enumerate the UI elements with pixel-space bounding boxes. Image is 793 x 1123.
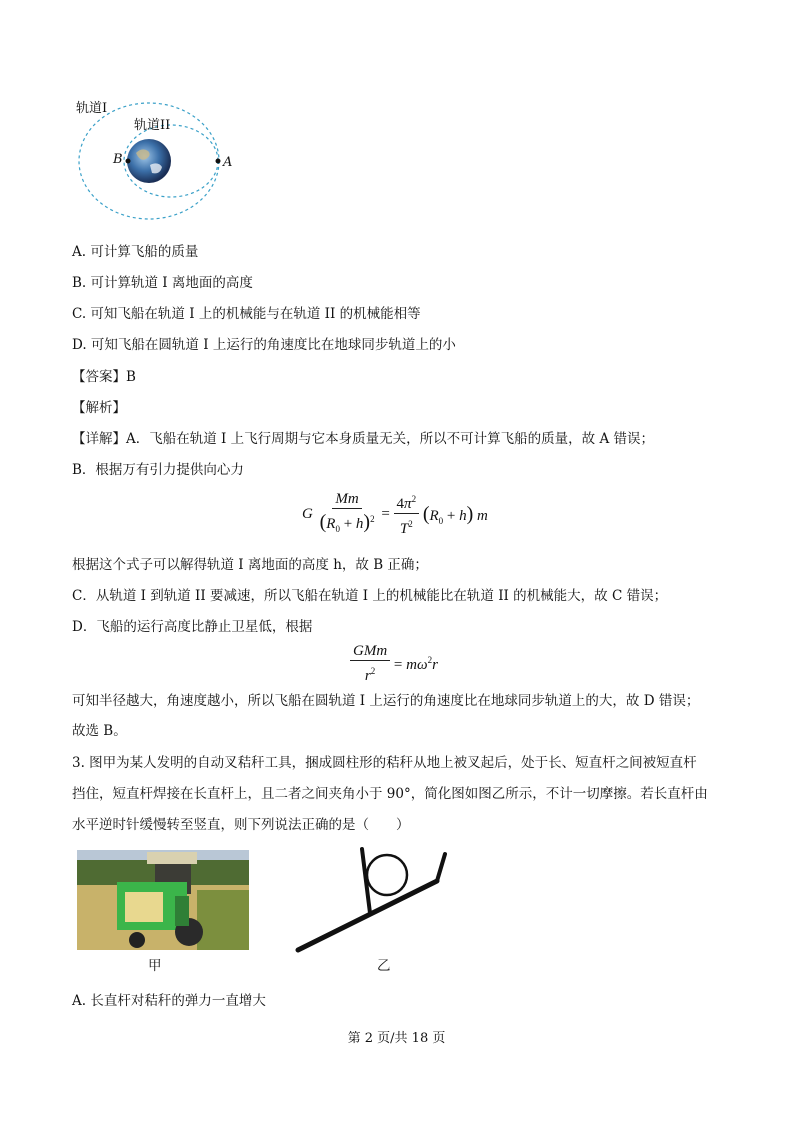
rod-diagram <box>292 845 452 955</box>
answer: 【答案】B <box>72 369 136 385</box>
option-a: A. 可计算飞船的质量 <box>72 244 199 260</box>
orbit-1-label: 轨道I <box>76 101 108 116</box>
option-b: B. 可计算轨道 I 离地面的高度 <box>72 275 253 291</box>
equation-gravity: G $\frac{Mm}{(R_0 + h)^2}$ = $\frac{4\pi^2}{T^2}$ $(R_0 + h)$ m <box>302 491 488 537</box>
equation-angular: $\frac{\text{GMm}}{r^2}$ = $m\omega^2r$ <box>350 642 438 686</box>
detail-choose: 故选 B。 <box>72 723 127 739</box>
detail-b: B．根据万有引力提供向心力 <box>72 462 244 478</box>
caption-yi: 乙 <box>377 958 391 974</box>
detail-a: 【详解】A．飞船在轨道 I 上飞行周期与它本身质量无关，所以不可计算飞船的质量，故 A 错误； <box>72 431 654 447</box>
detail-d: D．飞船的运行高度比静止卫星低，根据 <box>72 619 313 635</box>
page-footer: 第 2 页/共 18 页 <box>347 1031 446 1046</box>
detail-d2: 可知半径越大，角速度越小，所以飞船在圆轨道 I 上运行的角速度比在地球同步轨道上的大，故 D 错误； <box>72 693 700 709</box>
question3-line2: 挡住，短直杆焊接在长直杆上，且二者之间夹角小于 90°，简化图如图乙所示，不计一切摩擦。若长直杆由 <box>72 786 708 802</box>
question3-line3: 水平逆时针缓慢转至竖直，则下列说法正确的是（ ） <box>72 817 410 833</box>
label-b: B <box>113 152 123 167</box>
option-d: D. 可知飞船在圆轨道 I 上运行的角速度比在地球同步轨道上的小 <box>72 337 456 353</box>
question3-option-a: A. 长直杆对秸秆的弹力一直增大 <box>72 993 266 1009</box>
tractor-photo-illustration <box>77 850 249 950</box>
point-b <box>126 159 131 164</box>
diagram-yi <box>292 845 452 955</box>
detail-b2: 根据这个式子可以解得轨道 I 离地面的高度 h，故 B 正确； <box>72 557 428 573</box>
label-a: A <box>223 155 233 170</box>
short-rod <box>437 854 445 881</box>
straw-bale-circle <box>367 855 407 895</box>
point-a <box>216 159 221 164</box>
detail-c: C．从轨道 I 到轨道 II 要减速，所以飞船在轨道 I 上的机械能比在轨道 II 的机械能大，故 C 错误； <box>72 588 668 604</box>
caption-jia: 甲 <box>148 958 162 974</box>
question3-line1: 3. 图甲为某人发明的自动叉秸秆工具，捆成圆柱形的秸秆从地上被叉起后，处于长、短直杆之间被短直杆 <box>72 755 697 771</box>
option-c: C. 可知飞船在轨道 I 上的机械能与在轨道 II 的机械能相等 <box>72 306 421 322</box>
earth-icon <box>127 139 171 183</box>
analysis-heading: 【解析】 <box>72 400 126 416</box>
orbit-figure <box>70 95 245 235</box>
photo-jia <box>77 850 249 950</box>
orbit-2-label: 轨道II <box>134 118 171 133</box>
